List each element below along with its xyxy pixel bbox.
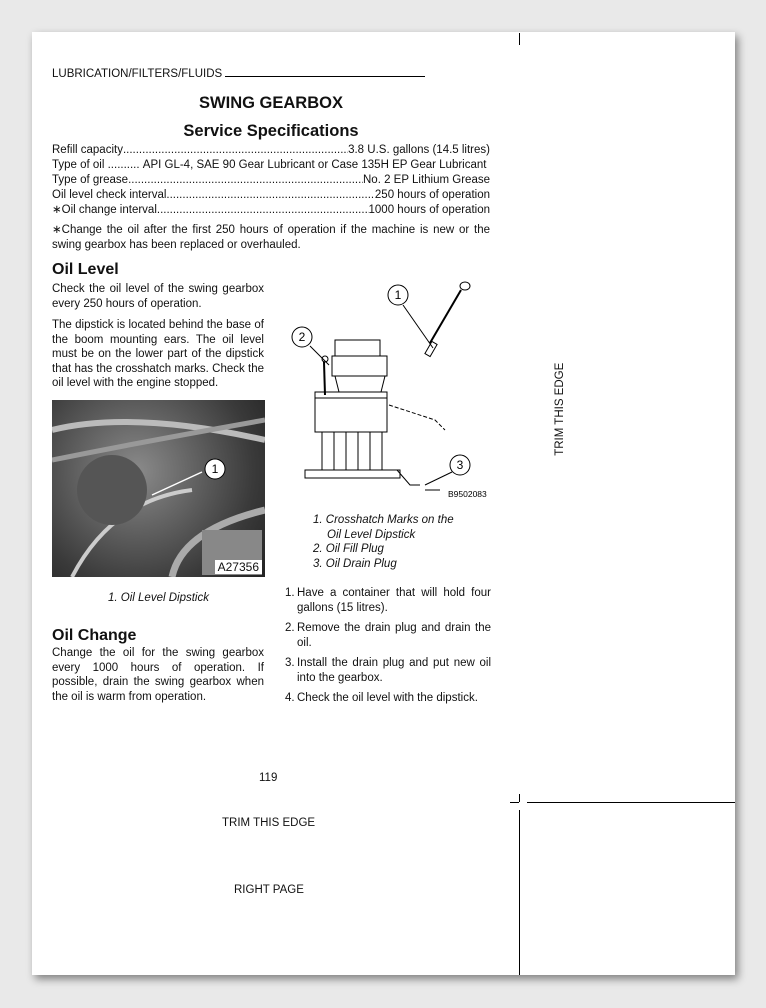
diagram-caption <box>313 513 454 571</box>
crop-mark-horizontal <box>527 802 735 803</box>
trim-edge-bottom: TRIM THIS EDGE <box>222 817 316 829</box>
crop-mark-top <box>519 33 520 45</box>
crop-mark-corner <box>510 802 519 803</box>
caption-3: 3. Oil Drain Plug <box>313 557 397 570</box>
crop-mark-vertical <box>519 810 520 975</box>
step: 4. Check the oil level with the dipstick. <box>285 692 478 704</box>
callout-3: 3 <box>456 458 464 472</box>
caption-1-cont: Oil Level Dipstick <box>327 528 416 541</box>
oil-level-dipstick-text: The dipstick is located behind the base of the boom mounting ears. The oil level must be on the lower part of the dipstick that has the crosshatch marks. Check the oil level with the engine stopped. <box>52 319 264 389</box>
page-title: SWING GEARBOX <box>199 94 343 112</box>
photo-callout: 1 <box>211 462 219 476</box>
spec-row: Oil level check interval ..... 250 hours of operation <box>52 188 490 203</box>
oil-change-heading: Oil Change <box>52 627 137 644</box>
procedure-steps <box>285 586 491 706</box>
diagram-code: B9502083 <box>448 489 487 499</box>
spec-row: Refill capacity ..... 3.8 U.S. gallons (14.5 litres) <box>52 143 490 158</box>
spec-row: Type of grease ..... No. 2 EP Lithium Grease <box>52 173 490 188</box>
oil-change-text: Change the oil for the swing gearbox every 1000 hours of operation. If possible, drain the swing gearbox when the oil is warm from operation. <box>52 647 264 703</box>
spec-footnote: ∗Change the oil after the first 250 hours of operation if the machine is new or the swing gearbox has been replaced or overhauled. <box>52 224 490 251</box>
step: 3. Install the drain plug and put new oil into the gearbox. <box>285 657 491 684</box>
spec-row: Type of oil .......... API GL-4, SAE 90 Gear Lubricant or Case 135H EP Gear Lubricant <box>52 159 487 171</box>
page-number: 119 <box>259 772 278 784</box>
section-header: LUBRICATION/FILTERS/FLUIDS <box>52 68 425 80</box>
caption-2: 2. Oil Fill Plug <box>313 543 384 555</box>
callout-2: 2 <box>298 330 306 344</box>
swing-gearbox-diagram <box>285 280 500 505</box>
photo-caption: 1. Oil Level Dipstick <box>108 592 209 604</box>
oil-level-heading: Oil Level <box>52 261 119 278</box>
engine-photo-art <box>52 400 265 577</box>
trim-edge-side: TRIM THIS EDGE <box>553 362 566 456</box>
crop-mark-corner-v <box>519 794 520 802</box>
step: 1. Have a container that will hold four gallons (15 litres). <box>285 587 491 614</box>
spec-row: ∗Oil change interval ..... 1000 hours of operation <box>52 203 490 218</box>
right-page-label: RIGHT PAGE <box>234 884 304 896</box>
dipstick-photo <box>52 400 265 577</box>
callout-1: 1 <box>394 288 402 302</box>
photo-label: A27356 <box>215 560 262 574</box>
step: 2. Remove the drain plug and drain the oil. <box>285 622 491 649</box>
oil-level-text: Check the oil level of the swing gearbox every 250 hours of operation. <box>52 283 264 310</box>
page-subtitle: Service Specifications <box>183 122 359 140</box>
caption-1: 1. Crosshatch Marks on the <box>313 514 454 526</box>
